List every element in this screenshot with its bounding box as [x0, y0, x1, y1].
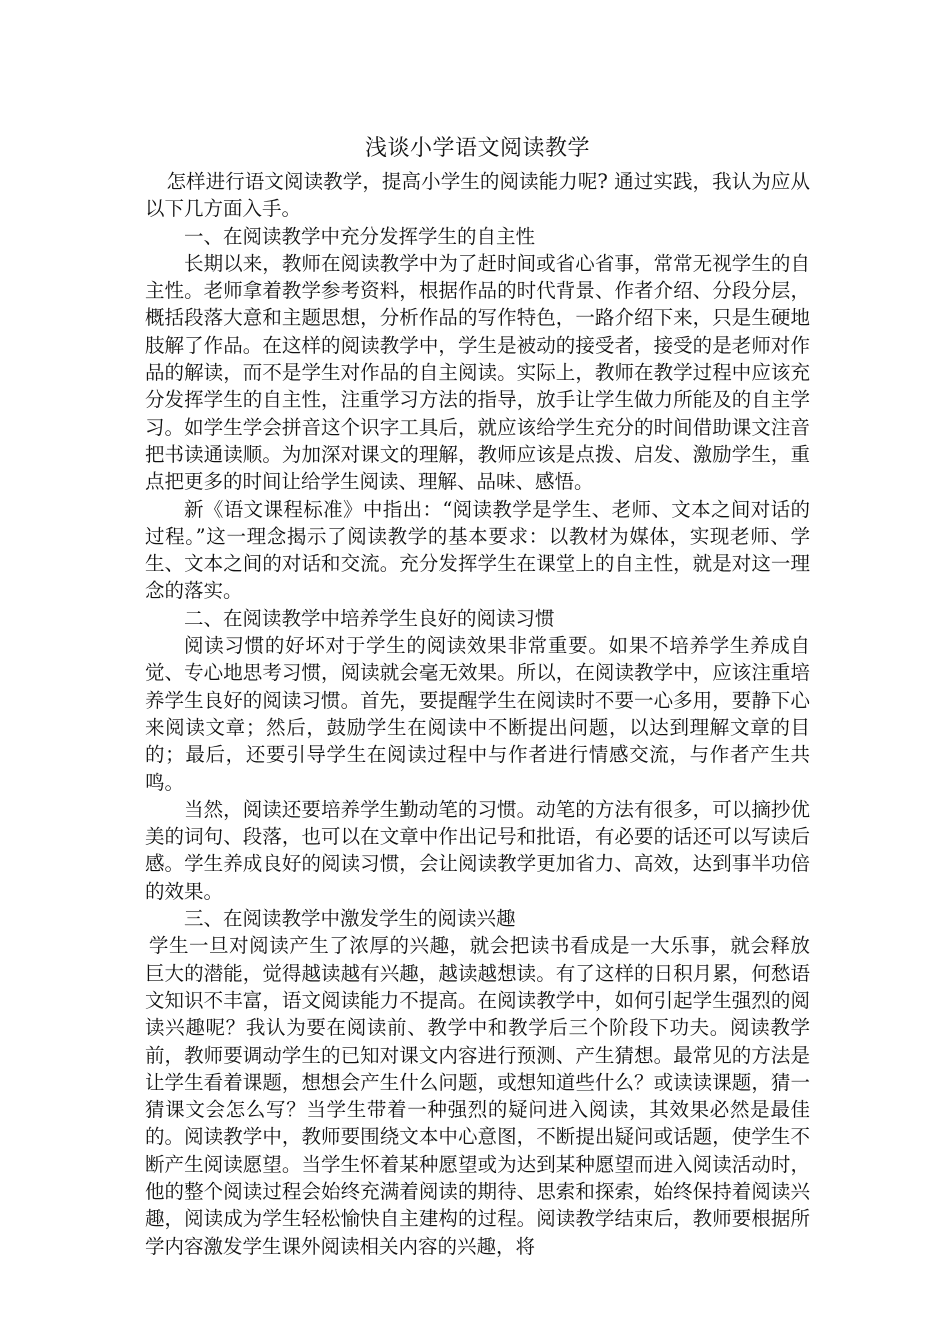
section-2-paragraph-1: 阅读习惯的好坏对于学生的阅读效果非常重要。如果不培养学生养成自觉、专心地思考习惯，阅读就会毫无效果。所以，在阅读教学中，应该注重培养学生良好的阅读习惯。首先，要提醒学生在阅读时不要一心多用，要静下心来阅读文章；然后，鼓励学生在阅读中不断提出问题，以达到理解文章的目的；最后，还要引导学生在阅读过程中与作者进行情感交流，与作者产生共鸣。 — [145, 634, 810, 794]
section-3-paragraph-1: 学生一旦对阅读产生了浓厚的兴趣，就会把读书看成是一大乐事，就会释放巨大的潜能，觉得越读越有兴趣，越读越想读。有了这样的日积月累，何愁语文知识不丰富，语文阅读能力不提高。在阅读教学中，如何引起学生强烈的阅读兴趣呢？我认为要在阅读前、教学中和教学后三个阶段下功夫。阅读教学前，教师要调动学生的已知对课文内容进行预测、产生猜想。最常见的方法是让学生看着课题，想想会产生什么问题，或想知道些什么？或读读课题，猜一猜课文会怎么写？当学生带着一种强烈的疑问进入阅读，其效果必然是最佳的。阅读教学中，教师要围绕文本中心意图，不断提出疑问或话题，使学生不断产生阅读愿望。当学生怀着某种愿望或为达到某种愿望而进入阅读活动时，他的整个阅读过程会始终充满着阅读的期待、思索和探索，始终保持着阅读兴趣，阅读成为学生轻松愉快自主建构的过程。阅读教学结束后，教师要根据所学内容激发学生课外阅读相关内容的兴趣，将 — [145, 934, 810, 1258]
section-1-paragraph-1: 长期以来，教师在阅读教学中为了赶时间或省心省事，常常无视学生的自主性。老师拿着教学参考资料，根据作品的时代背景、作者介绍、分段分层，概括段落大意和主题思想，分析作品的写作特色，一路介绍下来，只是生硬地肢解了作品。在这样的阅读教学中，学生是被动的接受者，接受的是老师对作品的解读，而不是学生对作品的自主阅读。实际上，教师在教学过程中应该充分发挥学生的自主性，注重学习方法的指导，放手让学生做力所能及的自主学习。如学生学会拼音这个识字工具后，就应该给学生充分的时间借助课文注音把书读通读顺。为加深对课文的理解，教师应该是点拨、启发、激励学生，重点把更多的时间让给学生阅读、理解、品味、感悟。 — [145, 251, 810, 494]
intro-paragraph: 怎样进行语文阅读教学，提高小学生的阅读能力呢? 通过实践，我认为应从以下几方面入手。 — [145, 170, 810, 221]
document-page — [145, 132, 810, 1260]
section-2-heading: 二、在阅读教学中培养学生良好的阅读习惯 — [184, 606, 555, 630]
section-1-paragraph-2: 新《语文课程标准》中指出：“阅读教学是学生、老师、文本之间对话的过程。”这一理念揭示了阅读教学的基本要求：以教材为媒体，实现老师、学生、文本之间的对话和交流。充分发挥学生在课堂上的自主性，就是对这一理念的落实。 — [145, 497, 810, 603]
section-3-heading: 三、在阅读教学中激发学生的阅读兴趣 — [184, 907, 516, 931]
section-1-heading: 一、在阅读教学中充分发挥学生的自主性 — [184, 224, 536, 248]
section-2-paragraph-2: 当然，阅读还要培养学生勤动笔的习惯。动笔的方法有很多，可以摘抄优美的词句、段落，也可以在文章中作出记号和批语，有必要的话还可以写读后感。学生养成良好的阅读习惯，会让阅读教学更加省力、高效，达到事半功倍的效果。 — [145, 797, 810, 903]
document-title: 浅谈小学语文阅读教学 — [364, 136, 590, 161]
